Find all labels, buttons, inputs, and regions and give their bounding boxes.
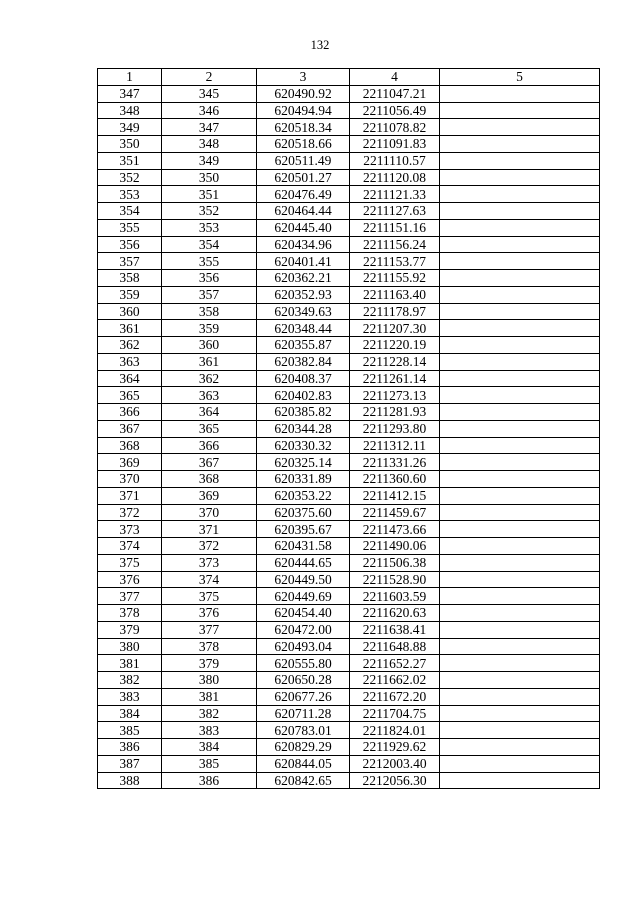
table-cell-col-2: 378	[162, 638, 257, 655]
table-cell-col-4: 2211056.49	[350, 102, 440, 119]
table-cell-col-3: 620375.60	[257, 504, 350, 521]
table-cell-col-3: 620829.29	[257, 739, 350, 756]
table-cell-col-3: 620493.04	[257, 638, 350, 655]
table-cell-col-5	[440, 387, 600, 404]
table-cell-col-3: 620449.69	[257, 588, 350, 605]
table-row	[98, 621, 600, 638]
page-number: 132	[310, 38, 330, 52]
table-cell-col-2: 373	[162, 554, 257, 571]
table-cell-col-5	[440, 722, 600, 739]
table-cell-col-1: 384	[98, 705, 162, 722]
table-cell-col-3: 620385.82	[257, 404, 350, 421]
table-cell-col-4: 2211273.13	[350, 387, 440, 404]
table-cell-col-5	[440, 471, 600, 488]
table-row	[98, 404, 600, 421]
table-cell-col-5	[440, 504, 600, 521]
table-row	[98, 705, 600, 722]
table-row	[98, 219, 600, 236]
table-cell-col-4: 2211652.27	[350, 655, 440, 672]
table-cell-col-2: 349	[162, 152, 257, 169]
table-row	[98, 337, 600, 354]
column-header-2: 2	[162, 69, 257, 86]
table-cell-col-2: 355	[162, 253, 257, 270]
table-cell-col-4: 2211648.88	[350, 638, 440, 655]
table-cell-col-1: 382	[98, 672, 162, 689]
table-cell-col-3: 620464.44	[257, 203, 350, 220]
table-row	[98, 538, 600, 555]
table-cell-col-2: 354	[162, 236, 257, 253]
table-cell-col-1: 371	[98, 487, 162, 504]
table-cell-col-2: 379	[162, 655, 257, 672]
column-header-4: 4	[350, 69, 440, 86]
table-cell-col-1: 359	[98, 286, 162, 303]
column-header-1: 1	[98, 69, 162, 86]
table-cell-col-5	[440, 705, 600, 722]
table-row	[98, 136, 600, 153]
table-cell-col-3: 620490.92	[257, 85, 350, 102]
table-cell-col-1: 364	[98, 370, 162, 387]
table-cell-col-2: 385	[162, 755, 257, 772]
table-row	[98, 588, 600, 605]
table-cell-col-1: 366	[98, 404, 162, 421]
table-cell-col-3: 620842.65	[257, 772, 350, 789]
table-row	[98, 504, 600, 521]
table-cell-col-5	[440, 437, 600, 454]
table-cell-col-1: 380	[98, 638, 162, 655]
table-cell-col-1: 367	[98, 420, 162, 437]
table-row	[98, 186, 600, 203]
table-cell-col-2: 360	[162, 337, 257, 354]
table-cell-col-5	[440, 487, 600, 504]
table-cell-col-2: 345	[162, 85, 257, 102]
table-cell-col-5	[440, 521, 600, 538]
table-cell-col-3: 620650.28	[257, 672, 350, 689]
table-cell-col-4: 2211047.21	[350, 85, 440, 102]
table-cell-col-2: 376	[162, 605, 257, 622]
table-cell-col-2: 361	[162, 353, 257, 370]
table-cell-col-3: 620344.28	[257, 420, 350, 437]
table-cell-col-5	[440, 270, 600, 287]
table-cell-col-3: 620494.94	[257, 102, 350, 119]
table-cell-col-1: 376	[98, 571, 162, 588]
table-row	[98, 85, 600, 102]
table-cell-col-5	[440, 739, 600, 756]
table-cell-col-3: 620454.40	[257, 605, 350, 622]
table-row	[98, 152, 600, 169]
table-cell-col-5	[440, 286, 600, 303]
table-row	[98, 303, 600, 320]
table-cell-col-4: 2211459.67	[350, 504, 440, 521]
table-cell-col-5	[440, 169, 600, 186]
table-cell-col-4: 2211178.97	[350, 303, 440, 320]
table-cell-col-5	[440, 370, 600, 387]
table-cell-col-4: 2212003.40	[350, 755, 440, 772]
table-cell-col-1: 348	[98, 102, 162, 119]
table-cell-col-2: 384	[162, 739, 257, 756]
table-cell-col-5	[440, 655, 600, 672]
table-cell-col-5	[440, 420, 600, 437]
table-cell-col-4: 2211207.30	[350, 320, 440, 337]
table-row	[98, 688, 600, 705]
table-cell-col-1: 349	[98, 119, 162, 136]
table-row	[98, 739, 600, 756]
table-cell-col-4: 2211155.92	[350, 270, 440, 287]
table-cell-col-5	[440, 119, 600, 136]
table-cell-col-4: 2211638.41	[350, 621, 440, 638]
table-cell-col-3: 620353.22	[257, 487, 350, 504]
table-cell-col-4: 2211662.02	[350, 672, 440, 689]
table-cell-col-5	[440, 772, 600, 789]
table-cell-col-5	[440, 152, 600, 169]
table-cell-col-2: 368	[162, 471, 257, 488]
table-row	[98, 655, 600, 672]
table-row	[98, 605, 600, 622]
table-cell-col-4: 2211163.40	[350, 286, 440, 303]
table-row	[98, 387, 600, 404]
table-cell-col-1: 369	[98, 454, 162, 471]
table-cell-col-1: 383	[98, 688, 162, 705]
table-cell-col-4: 2211281.93	[350, 404, 440, 421]
table-row	[98, 203, 600, 220]
table-cell-col-2: 369	[162, 487, 257, 504]
table-row	[98, 554, 600, 571]
table-cell-col-1: 353	[98, 186, 162, 203]
table-cell-col-5	[440, 320, 600, 337]
table-row	[98, 119, 600, 136]
table-cell-col-2: 380	[162, 672, 257, 689]
table-cell-col-3: 620555.80	[257, 655, 350, 672]
table-row	[98, 320, 600, 337]
table-cell-col-3: 620844.05	[257, 755, 350, 772]
table-cell-col-2: 363	[162, 387, 257, 404]
table-row	[98, 353, 600, 370]
table-cell-col-3: 620511.49	[257, 152, 350, 169]
table-cell-col-4: 2211331.26	[350, 454, 440, 471]
table-cell-col-1: 354	[98, 203, 162, 220]
table-cell-col-5	[440, 102, 600, 119]
table-cell-col-5	[440, 203, 600, 220]
column-header-5: 5	[440, 69, 600, 86]
table-cell-col-3: 620677.26	[257, 688, 350, 705]
table-cell-col-1: 379	[98, 621, 162, 638]
table-cell-col-5	[440, 571, 600, 588]
table-cell-col-2: 375	[162, 588, 257, 605]
table-cell-col-3: 620445.40	[257, 219, 350, 236]
table-cell-col-3: 620355.87	[257, 337, 350, 354]
table-cell-col-5	[440, 186, 600, 203]
coordinates-table	[97, 68, 600, 789]
table-cell-col-4: 2211153.77	[350, 253, 440, 270]
table-cell-col-1: 378	[98, 605, 162, 622]
table-cell-col-4: 2211121.33	[350, 186, 440, 203]
table-cell-col-3: 620518.66	[257, 136, 350, 153]
table-cell-col-4: 2211929.62	[350, 739, 440, 756]
table-cell-col-5	[440, 538, 600, 555]
table-cell-col-1: 347	[98, 85, 162, 102]
table-cell-col-1: 388	[98, 772, 162, 789]
table-cell-col-1: 355	[98, 219, 162, 236]
table-cell-col-1: 386	[98, 739, 162, 756]
table-cell-col-2: 365	[162, 420, 257, 437]
table-cell-col-1: 375	[98, 554, 162, 571]
table-cell-col-3: 620395.67	[257, 521, 350, 538]
table-cell-col-4: 2211620.63	[350, 605, 440, 622]
table-cell-col-1: 363	[98, 353, 162, 370]
table-row	[98, 286, 600, 303]
table-cell-col-4: 2211473.66	[350, 521, 440, 538]
table-row	[98, 420, 600, 437]
table-cell-col-5	[440, 404, 600, 421]
table-cell-col-2: 352	[162, 203, 257, 220]
table-cell-col-5	[440, 554, 600, 571]
table-cell-col-2: 356	[162, 270, 257, 287]
table-cell-col-1: 385	[98, 722, 162, 739]
table-cell-col-5	[440, 688, 600, 705]
table-cell-col-2: 366	[162, 437, 257, 454]
table-cell-col-1: 377	[98, 588, 162, 605]
table-cell-col-4: 2211127.63	[350, 203, 440, 220]
table-cell-col-5	[440, 337, 600, 354]
table-cell-col-3: 620711.28	[257, 705, 350, 722]
table-cell-col-1: 356	[98, 236, 162, 253]
table-row	[98, 471, 600, 488]
table-cell-col-4: 2211151.16	[350, 219, 440, 236]
table-cell-col-4: 2211120.08	[350, 169, 440, 186]
table-cell-col-1: 351	[98, 152, 162, 169]
table-header-row	[98, 69, 600, 86]
table-cell-col-2: 364	[162, 404, 257, 421]
table-row	[98, 437, 600, 454]
table-cell-col-1: 372	[98, 504, 162, 521]
table-cell-col-3: 620331.89	[257, 471, 350, 488]
table-cell-col-2: 359	[162, 320, 257, 337]
table-cell-col-1: 370	[98, 471, 162, 488]
table-cell-col-4: 2211603.59	[350, 588, 440, 605]
table-cell-col-4: 2211412.15	[350, 487, 440, 504]
table-cell-col-4: 2211091.83	[350, 136, 440, 153]
table-row	[98, 102, 600, 119]
table-cell-col-3: 620449.50	[257, 571, 350, 588]
table-cell-col-5	[440, 253, 600, 270]
table-cell-col-1: 357	[98, 253, 162, 270]
table-cell-col-1: 381	[98, 655, 162, 672]
table-cell-col-2: 374	[162, 571, 257, 588]
table-row	[98, 454, 600, 471]
table-cell-col-1: 387	[98, 755, 162, 772]
table-cell-col-5	[440, 454, 600, 471]
table-cell-col-2: 362	[162, 370, 257, 387]
table-cell-col-5	[440, 672, 600, 689]
table-cell-col-4: 2211228.14	[350, 353, 440, 370]
table-cell-col-2: 381	[162, 688, 257, 705]
table-cell-col-4: 2211824.01	[350, 722, 440, 739]
table-row	[98, 755, 600, 772]
table-cell-col-5	[440, 353, 600, 370]
table-cell-col-3: 620434.96	[257, 236, 350, 253]
table-cell-col-4: 2211360.60	[350, 471, 440, 488]
table-cell-col-5	[440, 219, 600, 236]
table-cell-col-3: 620408.37	[257, 370, 350, 387]
table-row	[98, 521, 600, 538]
table-cell-col-2: 370	[162, 504, 257, 521]
table-cell-col-1: 352	[98, 169, 162, 186]
table-row	[98, 638, 600, 655]
table-cell-col-4: 2211078.82	[350, 119, 440, 136]
table-row	[98, 672, 600, 689]
table-cell-col-1: 362	[98, 337, 162, 354]
table-cell-col-3: 620352.93	[257, 286, 350, 303]
table-cell-col-2: 382	[162, 705, 257, 722]
table-cell-col-2: 357	[162, 286, 257, 303]
table-cell-col-1: 373	[98, 521, 162, 538]
table-cell-col-3: 620501.27	[257, 169, 350, 186]
table-cell-col-4: 2211261.14	[350, 370, 440, 387]
table-cell-col-5	[440, 588, 600, 605]
table-row	[98, 487, 600, 504]
table-cell-col-5	[440, 621, 600, 638]
table-row	[98, 270, 600, 287]
table-cell-col-2: 353	[162, 219, 257, 236]
table-cell-col-4: 2211110.57	[350, 152, 440, 169]
table-cell-col-3: 620348.44	[257, 320, 350, 337]
table-cell-col-4: 2211672.20	[350, 688, 440, 705]
table-cell-col-3: 620401.41	[257, 253, 350, 270]
table-cell-col-3: 620325.14	[257, 454, 350, 471]
table-cell-col-3: 620518.34	[257, 119, 350, 136]
table-cell-col-3: 620431.58	[257, 538, 350, 555]
table-row	[98, 571, 600, 588]
table-cell-col-3: 620783.01	[257, 722, 350, 739]
table-cell-col-4: 2211528.90	[350, 571, 440, 588]
table-cell-col-4: 2211312.11	[350, 437, 440, 454]
table-cell-col-1: 360	[98, 303, 162, 320]
table-cell-col-1: 350	[98, 136, 162, 153]
table-cell-col-2: 350	[162, 169, 257, 186]
table-cell-col-2: 372	[162, 538, 257, 555]
table-cell-col-4: 2211506.38	[350, 554, 440, 571]
table-cell-col-3: 620444.65	[257, 554, 350, 571]
table-row	[98, 722, 600, 739]
table-row	[98, 236, 600, 253]
table-cell-col-5	[440, 85, 600, 102]
table-cell-col-5	[440, 755, 600, 772]
table-cell-col-3: 620382.84	[257, 353, 350, 370]
table-cell-col-3: 620349.63	[257, 303, 350, 320]
table-cell-col-5	[440, 638, 600, 655]
table-cell-col-4: 2211293.80	[350, 420, 440, 437]
table-cell-col-3: 620476.49	[257, 186, 350, 203]
table-cell-col-4: 2211156.24	[350, 236, 440, 253]
table-row	[98, 169, 600, 186]
table-cell-col-2: 377	[162, 621, 257, 638]
table-cell-col-4: 2211220.19	[350, 337, 440, 354]
table-cell-col-2: 346	[162, 102, 257, 119]
table-cell-col-2: 371	[162, 521, 257, 538]
table-cell-col-4: 2212056.30	[350, 772, 440, 789]
table-row	[98, 370, 600, 387]
table-cell-col-5	[440, 303, 600, 320]
table-cell-col-2: 383	[162, 722, 257, 739]
column-header-3: 3	[257, 69, 350, 86]
table-cell-col-1: 361	[98, 320, 162, 337]
table-cell-col-4: 2211490.06	[350, 538, 440, 555]
table-cell-col-1: 374	[98, 538, 162, 555]
table-cell-col-2: 351	[162, 186, 257, 203]
table-row	[98, 772, 600, 789]
table-cell-col-3: 620330.32	[257, 437, 350, 454]
table-cell-col-5	[440, 236, 600, 253]
table-cell-col-1: 365	[98, 387, 162, 404]
table-cell-col-2: 386	[162, 772, 257, 789]
table-row	[98, 253, 600, 270]
table-cell-col-5	[440, 605, 600, 622]
table-cell-col-4: 2211704.75	[350, 705, 440, 722]
table-cell-col-2: 347	[162, 119, 257, 136]
table-cell-col-3: 620402.83	[257, 387, 350, 404]
table-cell-col-2: 348	[162, 136, 257, 153]
table-cell-col-2: 358	[162, 303, 257, 320]
table-cell-col-1: 368	[98, 437, 162, 454]
table-cell-col-5	[440, 136, 600, 153]
table-cell-col-3: 620362.21	[257, 270, 350, 287]
table-cell-col-3: 620472.00	[257, 621, 350, 638]
table-body	[98, 85, 600, 789]
table-cell-col-1: 358	[98, 270, 162, 287]
table-cell-col-2: 367	[162, 454, 257, 471]
